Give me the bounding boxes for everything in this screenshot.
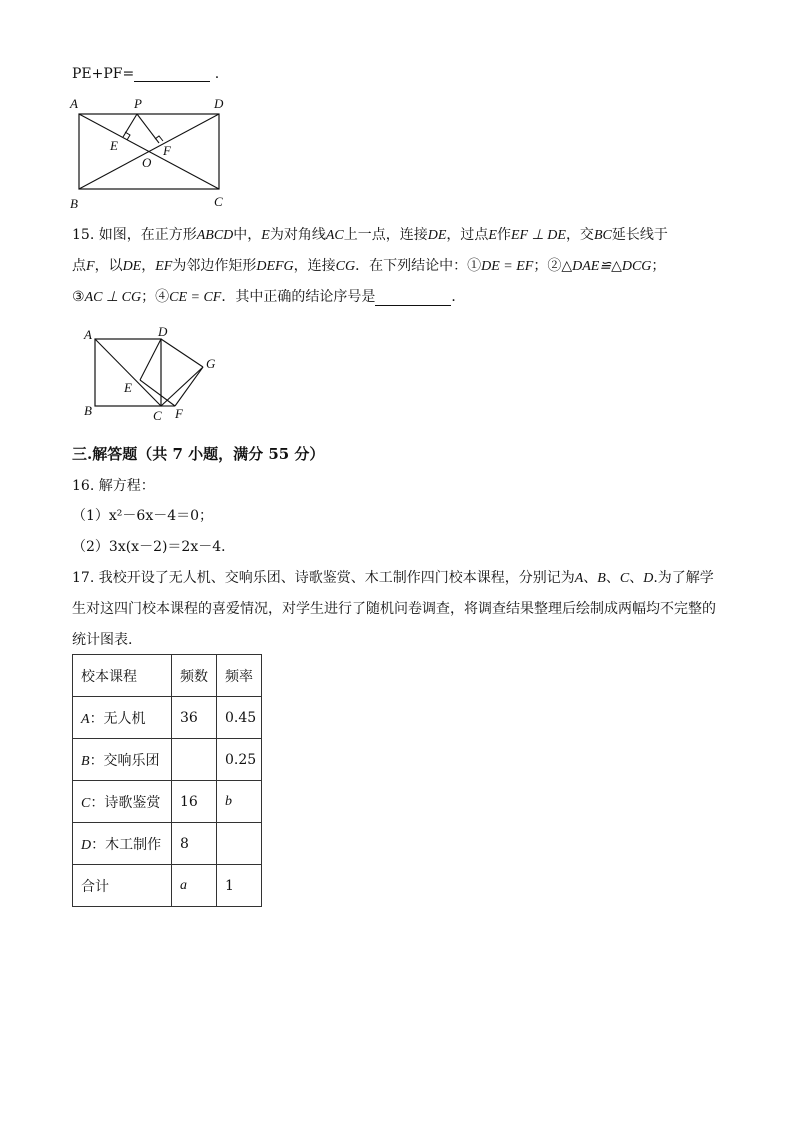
cell-total-label: 合计: [73, 865, 172, 907]
q15-text: 中，: [233, 227, 262, 243]
table-row: [73, 781, 262, 823]
cell-course: [73, 697, 172, 739]
course-letter: A: [81, 711, 90, 727]
cell-course: [73, 739, 172, 781]
q15-label-b: B: [84, 403, 92, 418]
q14-answer-suffix: .: [214, 66, 220, 82]
q15-label-g: G: [206, 356, 216, 371]
q17-line-1: [72, 567, 714, 587]
q17-text: .为了解学: [653, 570, 714, 586]
cell-frequency: 16: [172, 781, 217, 823]
q15-math: EF: [155, 259, 173, 274]
course-name: ：交响乐团: [89, 752, 160, 769]
q15-math: CE = CF: [169, 290, 222, 305]
q15-text: 延长线于: [611, 227, 668, 243]
q17-math: B: [597, 571, 606, 586]
q15-text: ．: [451, 289, 466, 305]
q15-segment-dg: [161, 339, 203, 367]
q15-text: △: [611, 258, 622, 274]
cell-rate: 0.45: [217, 697, 262, 739]
q17-line-3: 统计图表.: [72, 632, 133, 648]
q15-math: AC ⊥ CG: [84, 290, 142, 305]
frequency-table: [72, 654, 262, 907]
q17-math: A: [574, 571, 584, 586]
q15-text: 点: [72, 258, 86, 274]
q16-part-2: （2）3x(x－2)＝2x－4．: [72, 539, 236, 555]
q15-math: CG: [335, 259, 356, 274]
table-row: [73, 739, 262, 781]
q15-text: 为邻边作矩形: [172, 258, 257, 274]
q14-label-b: B: [70, 196, 78, 211]
q15-text: 为对角线: [269, 227, 326, 243]
q15-text: 如图，在正方形: [98, 227, 197, 243]
header-course: 校本课程: [73, 655, 172, 697]
q15-text: ，过点: [446, 227, 489, 243]
q15-label-a: A: [84, 327, 92, 342]
q15-math: E: [488, 228, 497, 243]
q17-text: 、: [583, 570, 598, 586]
q17-line-2: 生对这四门校本课程的喜爱情况，对学生进行了随机问卷调查，将调查结果整理后绘制成两幅均不完整的: [72, 601, 716, 617]
q15-diagonal-ac: [95, 339, 161, 406]
cell-rate: 0.25: [217, 739, 262, 781]
q15-label-d: D: [158, 324, 168, 339]
cell-frequency: 8: [172, 823, 217, 865]
q15-text: ③: [72, 289, 85, 305]
q15-answer-blank: [375, 305, 451, 306]
q15-segment-fg: [175, 367, 203, 406]
q15-number: 15.: [72, 227, 95, 243]
q15-line-1: [72, 224, 668, 244]
q14-segment-pe: [123, 114, 137, 137]
q15-math: DE: [427, 228, 447, 243]
q15-math: DE = EF: [481, 259, 534, 274]
q15-label-e: E: [124, 380, 132, 395]
q15-figure: [78, 322, 228, 424]
q15-label-c: C: [153, 408, 162, 423]
q15-math: DE: [122, 259, 142, 274]
q15-math: F: [86, 259, 95, 274]
q17-math: C: [619, 571, 630, 586]
table-row: [73, 697, 262, 739]
cell-total-rate: 1: [217, 865, 262, 907]
q15-text: ，连接: [293, 258, 336, 274]
q14-answer-prefix: PE+PF=: [72, 66, 135, 82]
q14-label-c: C: [214, 194, 223, 209]
cell-total-frequency: a: [172, 865, 217, 907]
q15-text: ，交: [565, 227, 594, 243]
q17-math: D: [643, 571, 654, 586]
cell-course: [73, 823, 172, 865]
course-name: ：无人机: [89, 710, 146, 727]
q15-line-2: [72, 255, 665, 275]
q14-label-p: P: [134, 96, 142, 111]
cell-rate: b: [217, 781, 262, 823]
q15-segment-de: [140, 339, 161, 380]
header-frequency: 频数: [172, 655, 217, 697]
q15-line-3: [72, 286, 465, 306]
q15-text: ，: [141, 258, 156, 274]
q15-text: ；④: [141, 289, 170, 305]
q16-stem: 16. 解方程：: [72, 478, 155, 494]
table-row: [73, 823, 262, 865]
q14-label-o: O: [142, 155, 152, 170]
q15-text: 上一点，连接: [343, 227, 428, 243]
q15-math: EF ⊥ DE: [510, 228, 566, 243]
q14-label-a: A: [70, 96, 78, 111]
course-name: ：诗歌鉴赏: [90, 794, 161, 811]
q16-part-1: （1）x²－6x－4＝0；: [72, 508, 214, 524]
q15-text: ．在下列结论中：①: [355, 258, 482, 274]
q15-math: AC: [325, 228, 344, 243]
cell-frequency: [172, 739, 217, 781]
cell-course: [73, 781, 172, 823]
q15-text: ，以: [94, 258, 123, 274]
course-letter: D: [81, 837, 92, 853]
cell-frequency: 36: [172, 697, 217, 739]
q15-text: ；: [651, 258, 666, 274]
table-total-row: [73, 865, 262, 907]
q15-text: 作: [496, 227, 511, 243]
q17-text: 17. 我校开设了无人机、交响乐团、诗歌鉴赏、木工制作四门校本课程，分别记为: [72, 570, 575, 586]
q15-text: ；②△: [533, 258, 573, 274]
course-name: ：木工制作: [91, 836, 162, 853]
q17-text: 、: [629, 570, 644, 586]
q17-text: 、: [605, 570, 620, 586]
q15-math: DEFG: [256, 259, 294, 274]
q15-math: E: [261, 228, 270, 243]
q15-text: ．其中正确的结论序号是: [221, 289, 376, 305]
q15-math: BC: [593, 228, 612, 243]
header-rate: 频率: [217, 655, 262, 697]
q14-answer-line: [72, 66, 219, 82]
q15-math: DAE≌: [572, 259, 612, 274]
q14-answer-blank: [134, 81, 210, 82]
q14-figure: [66, 94, 236, 214]
q14-label-e: E: [110, 138, 118, 153]
q15-math: DCG: [621, 259, 652, 274]
course-letter: B: [81, 753, 90, 769]
section-3-heading: 三.解答题（共 7 小题，满分 55 分）: [72, 445, 325, 463]
table-header-row: [73, 655, 262, 697]
course-letter: C: [81, 795, 91, 811]
q14-label-f: F: [163, 143, 171, 158]
q15-label-f: F: [175, 406, 183, 421]
q14-label-d: D: [214, 96, 224, 111]
q14-right-angle-f: [155, 136, 163, 141]
q15-segment-cg: [161, 367, 203, 406]
q15-math: ABCD: [196, 228, 234, 243]
cell-rate: [217, 823, 262, 865]
